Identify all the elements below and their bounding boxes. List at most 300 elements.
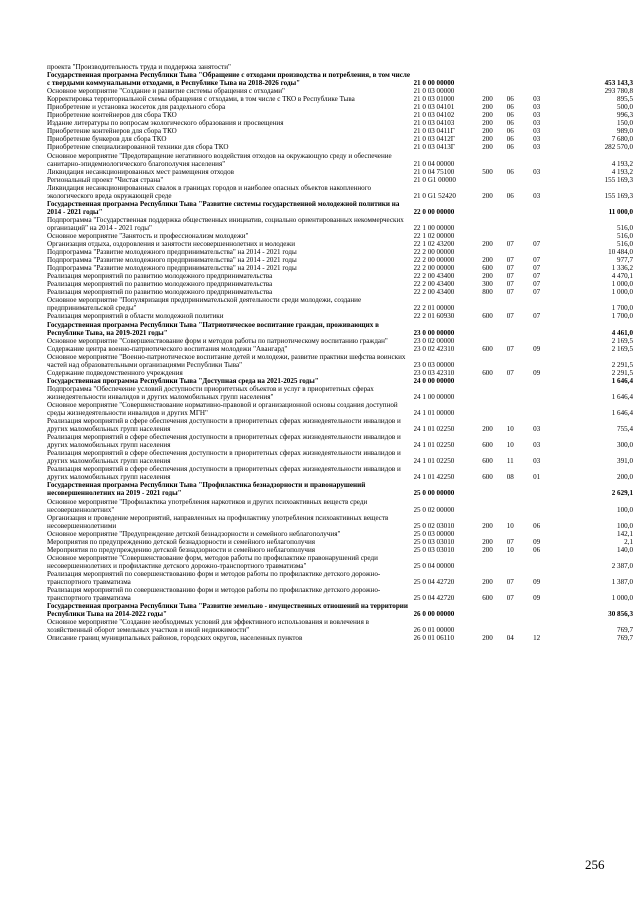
cell-target-code: 25 0 04 42720 — [413, 578, 455, 586]
page-number: 256 — [585, 857, 605, 872]
cell-target-code: 21 0 03 00000 — [413, 87, 455, 96]
table-row — [47, 602, 633, 618]
cell-subsection — [521, 602, 552, 618]
cell-subsection — [521, 385, 552, 401]
table-row — [47, 87, 633, 95]
table-row — [47, 465, 633, 481]
table-row — [47, 514, 633, 530]
cell-subsection: 03 — [533, 143, 541, 152]
cell-subsection: 07 — [533, 272, 541, 281]
cell-subsection — [521, 63, 552, 71]
cell-section: 06 — [506, 103, 514, 112]
cell-name: Реализация мероприятий в области молодежной политики — [47, 312, 224, 321]
cell-subsection: 03 — [533, 95, 541, 104]
cell-amount: 2 387,0 — [611, 561, 633, 570]
cell-name: Мероприятия по предупреждению детской безнадзорности и семейного неблагополучия — [47, 545, 316, 554]
cell-name: Организация и проведение мероприятий, направленных на профилактику употребления психоактивных веществ несовершеннолетними — [47, 513, 389, 530]
table-row — [47, 264, 633, 272]
cell-expense-type — [476, 602, 500, 618]
cell-amount: 500,0 — [617, 103, 633, 112]
cell-section: 10 — [506, 521, 514, 530]
cell-section: 07 — [506, 368, 514, 377]
table-row — [47, 280, 633, 288]
cell-target-code: 25 0 04 42720 — [413, 594, 455, 603]
table-row — [47, 481, 633, 497]
cell-target-code: 24 1 01 02250 — [413, 425, 455, 434]
cell-amount: 391,0 — [617, 457, 633, 466]
cell-target-code: 25 0 00 00000 — [413, 489, 455, 498]
cell-section — [499, 618, 521, 634]
cell-section — [499, 481, 521, 497]
cell-section — [499, 602, 521, 618]
cell-amount: 142,1 — [617, 529, 633, 538]
table-row — [47, 272, 633, 280]
cell-name: проекта "Производительность труда и поддержка занятости" — [47, 63, 231, 71]
cell-expense-type — [476, 248, 500, 256]
cell-target-code: 22 2 01 60930 — [413, 312, 455, 321]
table-row — [47, 135, 633, 143]
cell-section: 06 — [506, 135, 514, 144]
cell-amount: 200,0 — [617, 473, 633, 482]
cell-section — [499, 321, 521, 337]
table-row — [47, 127, 633, 135]
cell-subsection: 03 — [533, 135, 541, 144]
cell-section — [499, 216, 521, 232]
cell-section: 06 — [506, 143, 514, 152]
cell-amount: 2 291,5 — [611, 360, 633, 369]
table-row — [47, 570, 633, 586]
cell-name: Содержание центра военно-патриотического воспитания молодежи "Авангард" — [47, 344, 288, 353]
cell-expense-type: 200 — [482, 272, 493, 281]
cell-subsection — [521, 248, 552, 256]
cell-subsection — [521, 87, 552, 95]
cell-amount: 1 000,0 — [611, 594, 633, 603]
cell-subsection — [521, 152, 552, 168]
cell-target-code: 22 2 01 00000 — [413, 304, 455, 313]
table-row — [47, 103, 633, 111]
cell-name: Государственная программа Республики Тыва "Доступная среда на 2021-2025 годы" — [47, 376, 319, 385]
cell-expense-type — [476, 554, 500, 570]
cell-name: Подпрограмма "Развитие молодежного предпринимательства" на 2014 - 2021 годы — [47, 264, 297, 273]
cell-amount: 989,0 — [617, 127, 633, 136]
cell-amount: 516,0 — [617, 231, 633, 240]
cell-expense-type: 200 — [482, 425, 493, 434]
cell-expense-type — [476, 530, 500, 538]
cell-target-code: 26 0 01 06110 — [413, 634, 455, 643]
cell-expense-type: 600 — [482, 441, 493, 450]
cell-target-code: 22 2 00 00000 — [413, 248, 455, 257]
cell-amount: 4 461,0 — [611, 328, 633, 337]
cell-amount: 1 336,2 — [611, 264, 633, 273]
cell-expense-type: 600 — [482, 312, 493, 321]
cell-name: Подпрограмма "Развитие молодежного предпринимательства" на 2014 - 2021 годы — [47, 248, 297, 257]
cell-expense-type: 200 — [482, 135, 493, 144]
cell-target-code: 21 0 04 75100 — [413, 167, 455, 176]
cell-section: 04 — [506, 634, 514, 643]
cell-section — [499, 296, 521, 312]
cell-section: 06 — [506, 119, 514, 128]
cell-target-code: 25 0 03 03010 — [413, 545, 455, 554]
cell-subsection: 07 — [533, 240, 541, 249]
cell-target-code: 26 0 01 00000 — [413, 626, 455, 635]
cell-amount: 282 570,0 — [604, 143, 633, 152]
table-row — [47, 176, 633, 184]
cell-section: 07 — [506, 272, 514, 281]
cell-name: Реализация мероприятий по развитию молодежного предпринимательства — [47, 288, 273, 297]
table-row — [47, 586, 633, 602]
cell-expense-type: 600 — [482, 457, 493, 466]
cell-subsection — [521, 321, 552, 337]
cell-amount: 7 680,0 — [611, 135, 633, 144]
cell-name: Основное мероприятие "Предупреждение детской безнадзорности и семейного неблагополучия" — [47, 529, 341, 538]
cell-target-code: 24 0 00 00000 — [413, 376, 455, 385]
cell-target-code: 21 0 G1 52420 — [413, 191, 456, 200]
cell-expense-type: 200 — [482, 578, 493, 586]
cell-expense-type — [476, 321, 500, 337]
cell-amount: 293 780,8 — [604, 87, 633, 96]
cell-expense-type: 200 — [482, 95, 493, 104]
table-row — [47, 111, 633, 119]
cell-subsection: 01 — [533, 473, 541, 482]
cell-amount: 516,0 — [617, 240, 633, 249]
cell-name: Подпрограмма "Обеспечение условий доступности приоритетных объектов и услуг в приоритетных сферах жизнедеятельности инвалидов и других маломобильных групп населения" — [47, 384, 374, 401]
cell-expense-type: 600 — [482, 473, 493, 482]
cell-name: Основное мероприятие "Создание необходимых условий для эффективного использования и вовлечения в хозяйственный оборот земельных участков и иной недвижимости" — [47, 618, 369, 635]
table-row — [47, 296, 633, 312]
cell-section: 11 — [506, 457, 514, 466]
cell-expense-type — [476, 377, 500, 385]
cell-amount — [552, 63, 633, 71]
cell-name: Реализация мероприятий в сфере обеспечения доступности в приоритетных сферах жизнедеятельности инвалидов и других маломобильных групп населения — [47, 433, 401, 450]
cell-section: 07 — [506, 537, 514, 546]
table-row — [47, 417, 633, 433]
cell-section: 07 — [506, 280, 514, 289]
cell-subsection: 03 — [533, 167, 541, 176]
cell-target-code: 24 1 01 02250 — [413, 441, 455, 450]
cell-subsection — [521, 353, 552, 369]
cell-target-code: 21 0 03 0413Г — [413, 143, 455, 152]
cell-name: Ликвидация несанкционированных свалок в границах городов и наиболее опасных объектов накопленного экологического вреда окружающей среде — [47, 183, 372, 200]
cell-subsection: 09 — [533, 537, 541, 546]
cell-section: 06 — [506, 95, 514, 104]
table-row — [47, 530, 633, 538]
cell-amount: 155 169,3 — [604, 175, 633, 184]
table-row — [47, 353, 633, 369]
cell-subsection — [521, 176, 552, 184]
table-row — [47, 538, 633, 546]
cell-target-code: 24 1 01 42250 — [413, 473, 455, 482]
cell-subsection: 03 — [533, 103, 541, 112]
cell-amount: 2 629,1 — [611, 489, 633, 498]
cell-target-code: 25 0 02 03010 — [413, 521, 455, 530]
cell-amount: 1 700,0 — [611, 304, 633, 313]
cell-amount: 769,7 — [617, 626, 633, 635]
cell-subsection: 12 — [533, 634, 541, 643]
cell-section: 10 — [506, 441, 514, 450]
cell-target-code: 23 0 03 00000 — [413, 360, 455, 369]
cell-amount: 2 291,5 — [611, 368, 633, 377]
table-row — [47, 321, 633, 337]
cell-name: Основное мероприятие "Совершенствование форм, методов работы по профилактике правонарушений среди несовершеннолетних и профилактике детского дорожно-транспортного травматизма" — [47, 553, 378, 570]
cell-section: 07 — [506, 264, 514, 273]
table-row — [47, 634, 633, 642]
cell-subsection: 03 — [533, 441, 541, 450]
cell-expense-type — [476, 63, 500, 71]
cell-section — [499, 232, 521, 240]
cell-target-code: 23 0 00 00000 — [413, 328, 455, 337]
cell-expense-type — [476, 87, 500, 95]
table-row — [47, 377, 633, 385]
table-row — [47, 546, 633, 554]
cell-target-code — [414, 63, 476, 71]
cell-expense-type: 200 — [482, 256, 493, 265]
cell-subsection: 06 — [533, 545, 541, 554]
cell-target-code: 22 2 00 43400 — [413, 280, 455, 289]
cell-subsection: 07 — [533, 288, 541, 297]
cell-section: 08 — [506, 473, 514, 482]
cell-name: Государственная программа Республики Тыва "Развитие земельно - имущественных отношений на территории Республики Тыва на 2014-2022 годы" — [47, 602, 408, 619]
cell-section: 10 — [506, 425, 514, 434]
cell-subsection: 07 — [533, 264, 541, 273]
cell-expense-type: 800 — [482, 288, 493, 297]
cell-section — [499, 248, 521, 256]
cell-name: Основное мероприятие "Профилактика употребления наркотиков и других психоактивных веществ среди несовершеннолетних" — [47, 497, 368, 514]
cell-amount: 1 700,0 — [611, 312, 633, 321]
cell-name: Реализация мероприятий по совершенствованию форм и методов работы по профилактике детского дорожно-транспортного травматизма — [47, 586, 381, 603]
cell-section — [499, 71, 521, 87]
cell-subsection — [521, 377, 552, 385]
cell-name: Подпрограмма "Развитие молодежного предпринимательства" на 2014 - 2021 годы — [47, 256, 297, 265]
table-row — [47, 288, 633, 296]
cell-section — [499, 530, 521, 538]
cell-target-code: 22 2 00 00000 — [413, 264, 455, 273]
cell-expense-type: 600 — [482, 344, 493, 353]
cell-name: Государственная программа Республики Тыва "Обращение с отходами производства и потребления, в том числе с твердыми коммунальными отходами, в Республике Тыва на 2018-2026 годы" — [47, 71, 411, 88]
cell-target-code: 21 0 03 04103 — [413, 119, 455, 128]
cell-target-code: 22 1 00 00000 — [413, 223, 455, 232]
cell-target-code: 23 0 02 42310 — [413, 344, 455, 353]
cell-amount: 516,0 — [617, 223, 633, 232]
cell-target-code: 26 0 00 00000 — [413, 610, 455, 619]
cell-subsection: 03 — [533, 127, 541, 136]
cell-amount: 1 646,4 — [611, 392, 633, 401]
cell-name: Основное мероприятие "Занятость и профессионализм молодежи" — [47, 231, 249, 240]
cell-section — [499, 63, 521, 71]
cell-section — [499, 176, 521, 184]
cell-section: 06 — [506, 167, 514, 176]
cell-amount: 100,0 — [617, 521, 633, 530]
cell-expense-type — [476, 481, 500, 497]
cell-amount: 1 000,0 — [611, 288, 633, 297]
cell-amount: 150,0 — [617, 119, 633, 128]
cell-name: Организация отдыха, оздоровления и занятости несовершеннолетних и молодежи — [47, 240, 296, 249]
cell-subsection: 09 — [533, 578, 541, 586]
cell-section — [499, 401, 521, 417]
cell-amount: 155 169,3 — [604, 191, 633, 200]
cell-target-code: 21 0 04 00000 — [413, 159, 455, 168]
cell-target-code: 21 0 03 04101 — [413, 103, 455, 112]
cell-expense-type: 200 — [482, 103, 493, 112]
cell-name: Государственная программа Республики Тыва "Патриотическое воспитание граждан, проживающих в Республике Тыва, на 2019-2021 годы" — [47, 320, 379, 337]
table-row — [47, 184, 633, 200]
cell-expense-type: 200 — [482, 240, 493, 249]
cell-amount: 1 646,4 — [611, 376, 633, 385]
cell-name: Реализация мероприятий по совершенствованию форм и методов работы по профилактике детского дорожно-транспортного травматизма — [47, 569, 381, 586]
cell-target-code: 21 0 G1 00000 — [413, 175, 456, 184]
cell-subsection: 03 — [533, 119, 541, 128]
cell-name: Реализация мероприятий в сфере обеспечения доступности в приоритетных сферах жизнедеятельности инвалидов и других маломобильных групп населения — [47, 465, 401, 482]
cell-subsection — [521, 530, 552, 538]
table-row — [47, 240, 633, 248]
cell-subsection: 09 — [533, 368, 541, 377]
cell-expense-type: 600 — [482, 264, 493, 273]
cell-target-code: 21 0 03 04102 — [413, 111, 455, 120]
cell-subsection: 07 — [533, 280, 541, 289]
cell-name: Издание литературы по вопросам экологического образования и просвещения — [47, 119, 284, 128]
cell-subsection: 07 — [533, 256, 541, 265]
cell-subsection — [521, 71, 552, 87]
budget-appendix-table — [47, 63, 637, 642]
cell-section — [499, 87, 521, 95]
cell-subsection — [521, 232, 552, 240]
cell-target-code: 25 0 03 03010 — [413, 537, 455, 546]
cell-target-code: 22 1 02 43200 — [413, 240, 455, 249]
cell-subsection: 03 — [533, 457, 541, 466]
cell-section: 07 — [506, 288, 514, 297]
table-row — [47, 385, 633, 401]
cell-expense-type — [476, 71, 500, 87]
cell-amount: 4 470,1 — [611, 272, 633, 281]
cell-target-code: 22 2 00 00000 — [413, 256, 455, 265]
cell-name: Реализация мероприятий в сфере обеспечения доступности в приоритетных сферах жизнедеятельности инвалидов и других маломобильных групп населения — [47, 417, 401, 434]
table-row — [47, 143, 633, 151]
cell-subsection: 06 — [533, 521, 541, 530]
cell-target-code: 22 2 00 43400 — [413, 272, 455, 281]
cell-section — [499, 554, 521, 570]
table-row — [47, 498, 633, 514]
cell-subsection — [521, 200, 552, 216]
cell-expense-type — [476, 296, 500, 312]
cell-target-code: 25 0 02 00000 — [413, 505, 455, 514]
cell-subsection — [521, 337, 552, 345]
cell-expense-type: 200 — [482, 537, 493, 546]
cell-expense-type — [476, 200, 500, 216]
cell-name: Ликвидация несанкционированных мест размещения отходов — [47, 167, 235, 176]
cell-section: 10 — [506, 545, 514, 554]
table-row — [47, 312, 633, 320]
table-row — [47, 369, 633, 377]
cell-name: Мероприятия по предупреждению детской безнадзорности и семейного неблагополучия — [47, 537, 316, 546]
table-row — [47, 345, 633, 353]
cell-amount: 4 193,2 — [611, 167, 633, 176]
table-row — [47, 232, 633, 240]
cell-name: Приобретение контейнеров для сбора ТКО — [47, 127, 177, 136]
cell-section — [499, 353, 521, 369]
table-row — [47, 152, 633, 168]
cell-expense-type — [476, 232, 500, 240]
table-row — [47, 119, 633, 127]
table-row — [47, 200, 633, 216]
cell-target-code: 24 1 00 00000 — [413, 392, 455, 401]
cell-section: 07 — [506, 240, 514, 249]
cell-subsection — [521, 481, 552, 497]
cell-amount: 30 856,3 — [608, 610, 633, 619]
cell-name: Государственная программа Республики Тыва "Профилактика безнадзорности и правонарушений несовершеннолетних на 2019 - 2021 годы" — [47, 481, 366, 498]
cell-expense-type: 300 — [482, 280, 493, 289]
cell-subsection: 09 — [533, 344, 541, 353]
cell-section: 06 — [506, 127, 514, 136]
cell-section: 07 — [506, 312, 514, 321]
cell-section — [499, 498, 521, 514]
table-row — [47, 248, 633, 256]
cell-amount: 453 143,3 — [604, 79, 633, 88]
cell-target-code: 21 0 00 00000 — [413, 79, 455, 88]
cell-section — [499, 337, 521, 345]
table-row — [47, 216, 633, 232]
cell-section — [499, 200, 521, 216]
table-row — [47, 401, 633, 417]
cell-target-code: 22 2 00 43400 — [413, 288, 455, 297]
cell-target-code: 21 0 03 0411Г — [413, 127, 455, 136]
cell-name: Региональный проект "Чистая страна" — [47, 175, 164, 184]
cell-target-code: 22 0 00 00000 — [413, 207, 455, 216]
cell-section — [499, 385, 521, 401]
cell-amount: 100,0 — [617, 505, 633, 514]
cell-section: 06 — [506, 111, 514, 120]
cell-amount: 140,0 — [617, 545, 633, 554]
cell-name: Реализация мероприятий в сфере обеспечения доступности в приоритетных сферах жизнедеятельности инвалидов и других маломобильных групп населения — [47, 449, 401, 466]
cell-name: Основное мероприятие "Совершенствование нормативно-правовой и организационной основы создания доступной среды жизнедеятельности инвалидов и других МГН" — [47, 400, 398, 418]
cell-amount: 1 387,0 — [611, 578, 633, 586]
cell-name: Корректировка территориальной схемы обращения с отходами, в том числе с ТКО в Республике Тыва — [47, 95, 355, 104]
cell-name: Приобретение специализированной техники для сбора ТКО — [47, 143, 229, 152]
table-row — [47, 256, 633, 264]
cell-name: Подпрограмма "Государственная поддержка общественных инициатив, социально ориентированных некоммерческих организаций" на 2014 - 2021 годы" — [47, 215, 404, 232]
table-row — [47, 433, 633, 449]
cell-amount: 755,4 — [617, 425, 633, 434]
cell-name: Приобретение контейнеров для сбора ТКО — [47, 111, 177, 120]
cell-amount: 2,1 — [624, 537, 633, 546]
cell-amount: 300,0 — [617, 441, 633, 450]
cell-subsection: 03 — [533, 191, 541, 200]
cell-amount: 977,7 — [617, 256, 633, 265]
cell-section: 07 — [506, 256, 514, 265]
cell-subsection — [521, 554, 552, 570]
table-row — [47, 337, 633, 345]
cell-target-code: 23 0 02 00000 — [413, 336, 455, 345]
cell-amount: 4 193,2 — [611, 159, 633, 168]
cell-expense-type: 500 — [482, 167, 493, 176]
cell-name: Описание границ муниципальных районов, городских округов, населенных пунктов — [47, 634, 303, 643]
cell-section — [499, 377, 521, 385]
table-row — [47, 71, 633, 87]
cell-subsection — [521, 401, 552, 417]
cell-name: Приобретение бункеров для сбора ТКО — [47, 135, 167, 144]
cell-subsection: 03 — [533, 425, 541, 434]
table-row — [47, 63, 633, 71]
cell-section — [499, 152, 521, 168]
cell-name: Основное мероприятие "Популяризация предпринимательской деятельности среди молодежи, создание предпринимательской среды" — [47, 296, 362, 313]
cell-name: Основное мероприятие "Совершенствование форм и методов работы по патриотическому воспитанию граждан" — [47, 336, 388, 345]
cell-expense-type — [476, 498, 500, 514]
cell-section: 07 — [506, 578, 514, 586]
cell-expense-type — [476, 618, 500, 634]
cell-amount: 10 484,0 — [608, 248, 633, 257]
cell-amount: 2 169,5 — [611, 336, 633, 345]
cell-expense-type: 200 — [482, 545, 493, 554]
cell-target-code: 24 1 01 00000 — [413, 409, 455, 418]
cell-section: 07 — [506, 344, 514, 353]
